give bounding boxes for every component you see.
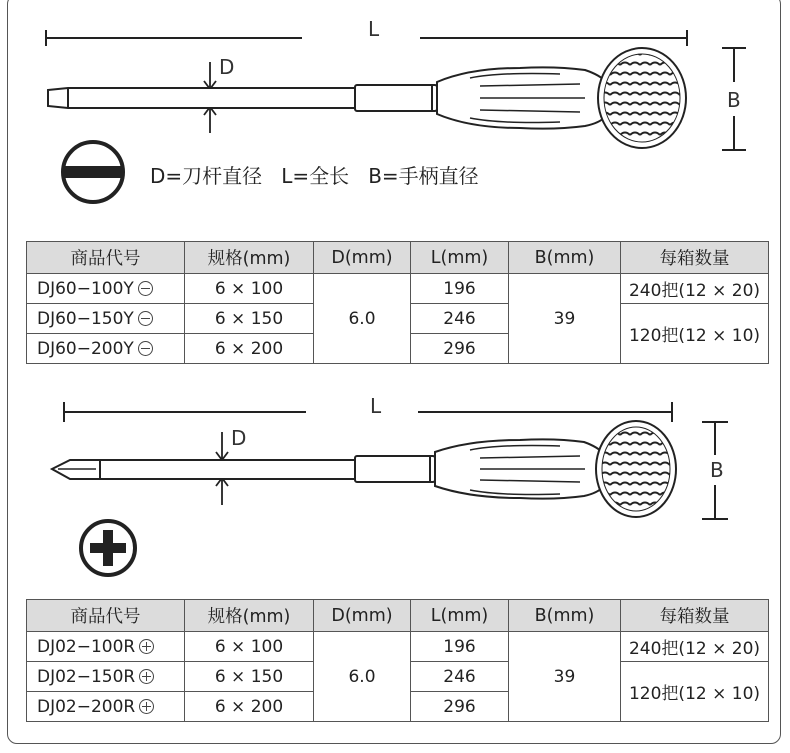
l-cell: 196 bbox=[411, 274, 509, 304]
slotted-screwdriver bbox=[48, 48, 686, 148]
l-cell: 296 bbox=[411, 692, 509, 722]
header-b: B(mm) bbox=[509, 242, 621, 274]
phillips-icon bbox=[139, 699, 154, 714]
header-spec: 规格(mm) bbox=[185, 600, 314, 632]
qty-cell: 120把(12 × 10) bbox=[621, 662, 769, 722]
l-cell: 296 bbox=[411, 334, 509, 364]
model-code: DJ02−100R bbox=[37, 636, 136, 657]
header-model: 商品代号 bbox=[27, 242, 185, 274]
phillips-icon bbox=[81, 521, 135, 575]
header-l: L(mm) bbox=[411, 242, 509, 274]
model-code: DJ60−100Y bbox=[37, 278, 134, 299]
header-l: L(mm) bbox=[411, 600, 509, 632]
spec-cell: 6 × 150 bbox=[185, 304, 314, 334]
header-model: 商品代号 bbox=[27, 600, 185, 632]
top-handle-label: B bbox=[727, 88, 741, 112]
model-code: DJ02−200R bbox=[37, 696, 136, 717]
spec-cell: 6 × 200 bbox=[185, 692, 314, 722]
model-cell bbox=[27, 632, 185, 662]
b-cell: 39 bbox=[509, 274, 621, 364]
slotted-spec-table bbox=[26, 241, 769, 364]
qty-cell: 240把(12 × 20) bbox=[621, 274, 769, 304]
header-d: D(mm) bbox=[314, 242, 411, 274]
model-cell bbox=[27, 334, 185, 364]
header-qty: 每箱数量 bbox=[621, 242, 769, 274]
header-b: B(mm) bbox=[509, 600, 621, 632]
d-cell: 6.0 bbox=[314, 632, 411, 722]
l-cell: 246 bbox=[411, 304, 509, 334]
bottom-handle-label: B bbox=[710, 458, 724, 482]
spec-cell: 6 × 200 bbox=[185, 334, 314, 364]
table-header-row bbox=[27, 600, 769, 632]
header-qty: 每箱数量 bbox=[621, 600, 769, 632]
slotted-icon bbox=[62, 142, 124, 202]
l-cell: 196 bbox=[411, 632, 509, 662]
slotted-icon bbox=[138, 311, 153, 326]
spec-cell: 6 × 100 bbox=[185, 274, 314, 304]
model-code: DJ60−200Y bbox=[37, 338, 134, 359]
l-cell: 246 bbox=[411, 662, 509, 692]
d-cell: 6.0 bbox=[314, 274, 411, 364]
spec-cell: 6 × 150 bbox=[185, 662, 314, 692]
phillips-spec-table bbox=[26, 599, 769, 722]
phillips-icon bbox=[139, 669, 154, 684]
header-spec: 规格(mm) bbox=[185, 242, 314, 274]
table-row bbox=[27, 274, 769, 304]
bottom-length-label: L bbox=[370, 394, 382, 418]
header-d: D(mm) bbox=[314, 600, 411, 632]
model-cell bbox=[27, 662, 185, 692]
slotted-icon bbox=[138, 341, 153, 356]
model-cell bbox=[27, 304, 185, 334]
slotted-icon bbox=[138, 281, 153, 296]
spec-cell: 6 × 100 bbox=[185, 632, 314, 662]
dimension-legend: D=刀杆直径 L=全长 B=手柄直径 bbox=[150, 164, 479, 188]
model-cell bbox=[27, 692, 185, 722]
table-row bbox=[27, 632, 769, 662]
qty-cell: 120把(12 × 10) bbox=[621, 304, 769, 364]
table-header-row bbox=[27, 242, 769, 274]
b-cell: 39 bbox=[509, 632, 621, 722]
top-length-dimension bbox=[46, 30, 687, 46]
top-length-label: L bbox=[368, 17, 380, 41]
model-cell bbox=[27, 274, 185, 304]
qty-cell: 240把(12 × 20) bbox=[621, 632, 769, 662]
model-code: DJ60−150Y bbox=[37, 308, 134, 329]
bottom-diameter-label: D bbox=[231, 426, 247, 450]
model-code: DJ02−150R bbox=[37, 666, 136, 687]
phillips-icon bbox=[139, 639, 154, 654]
bottom-length-dimension bbox=[64, 402, 672, 422]
top-diameter-label: D bbox=[219, 55, 235, 79]
phillips-screwdriver bbox=[52, 421, 676, 517]
